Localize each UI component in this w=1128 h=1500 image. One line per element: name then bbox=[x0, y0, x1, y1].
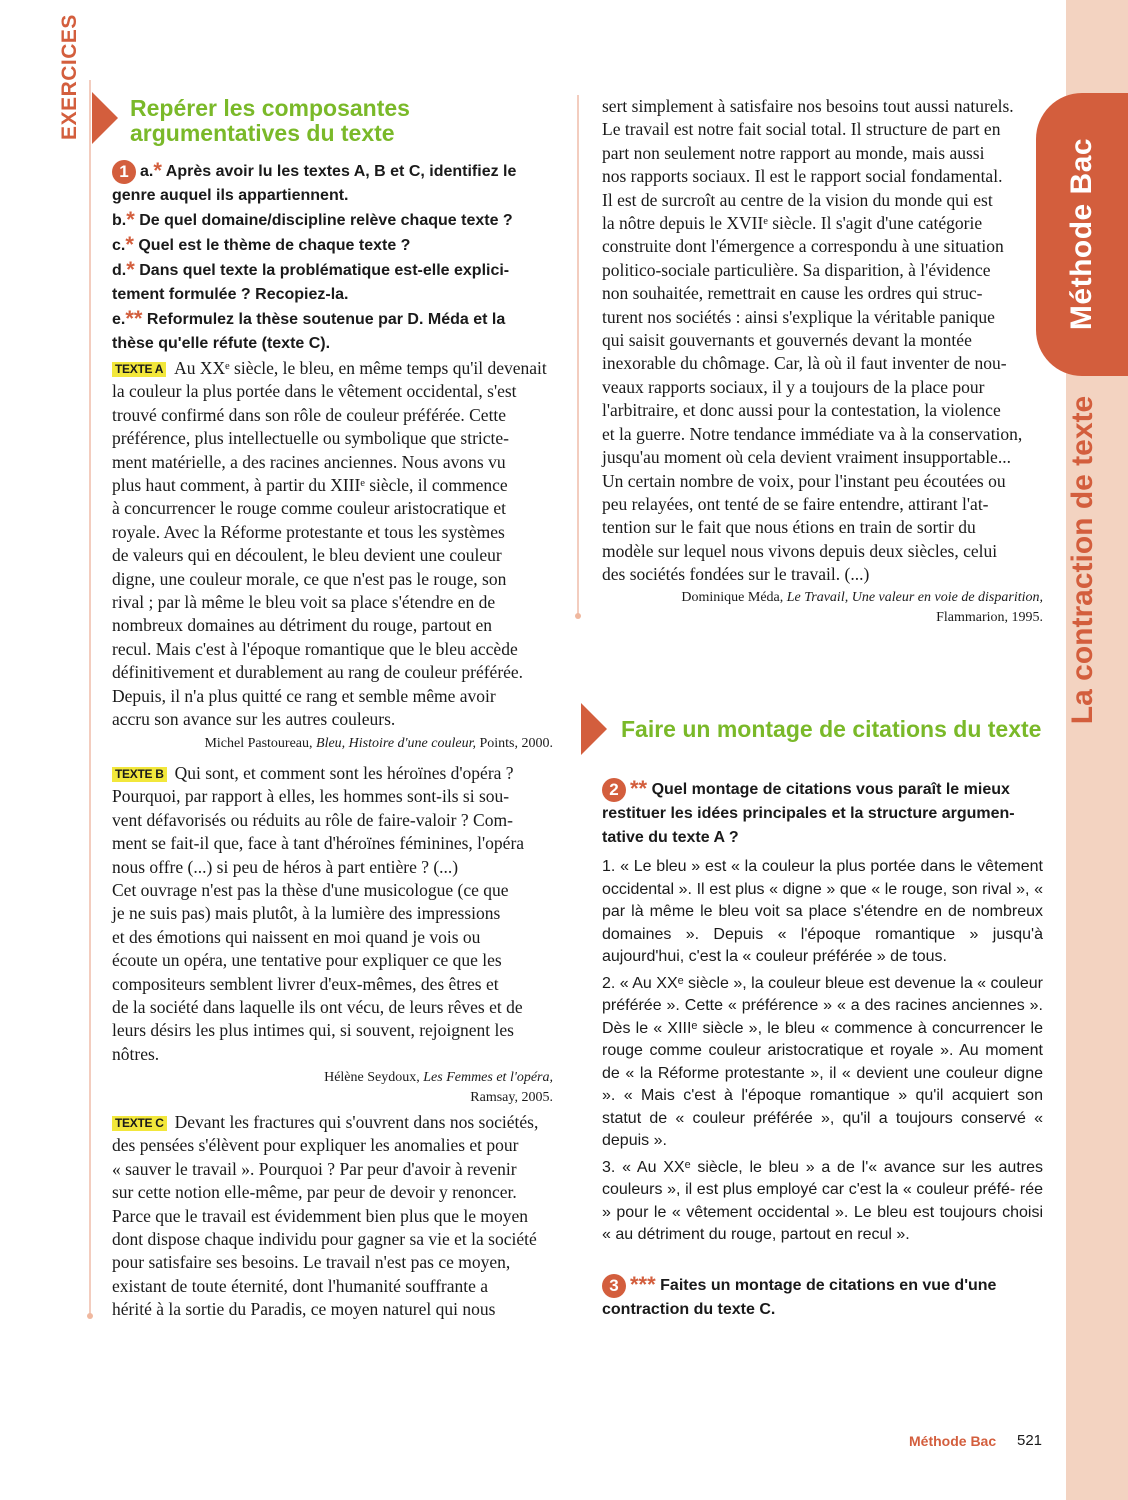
texte-a-line: recul. Mais c'est à l'époque romantique que le bleu accède bbox=[112, 638, 518, 659]
left-rule-dot bbox=[87, 1313, 93, 1319]
question-1-block bbox=[112, 159, 553, 356]
texte-a-line: TEXTE A Au XXᵉ siècle, le bleu, en même temps qu'il devenait bbox=[112, 357, 553, 380]
texte-a bbox=[112, 357, 553, 732]
texte-c-line: sert simplement à satisfaire nos besoins tout aussi naturels. bbox=[602, 96, 1014, 116]
texte-b-line: et des émotions qui naissent en moi quand je vois ou bbox=[112, 926, 481, 947]
chapter-label: La contraction de texte bbox=[1066, 395, 1099, 725]
section1-title-line1: Repérer les composantes bbox=[130, 95, 410, 121]
texte-c-line: Parce que le travail est évidemment bien plus que le moyen bbox=[112, 1205, 528, 1226]
section2-arrow-icon bbox=[581, 703, 607, 755]
texte-b-line: je ne suis pas) mais plutôt, à la lumière des impressions bbox=[112, 903, 501, 924]
texte-c-line: des pensées s'élèvent pour expliquer les anomalies et pour bbox=[112, 1135, 519, 1156]
texte-a-line: plus haut comment, à partir du XIIIᵉ siècle, il commence bbox=[112, 475, 508, 496]
texte-a-line: à concurrencer le rouge comme couleur aristocratique et bbox=[112, 498, 507, 519]
section2-title: Faire un montage de citations du texte bbox=[621, 716, 1042, 742]
texte-c-line: modèle sur lequel nous vivons depuis deux siècles, celui bbox=[602, 540, 998, 561]
texte-c-line: Il est de surcroît au centre de la vision du monde qui est bbox=[602, 189, 993, 210]
texte-c-line: inexorable du chômage. Car, là où il faut inventer de nou- bbox=[602, 353, 1007, 374]
texte-c-tag: TEXTE C bbox=[112, 1116, 167, 1131]
texte-a-line: la couleur la plus portée dans le vêtement occidental, s'est bbox=[112, 381, 517, 402]
texte-b-line: de la société dans laquelle ils ont vécu, de leurs rêves et de bbox=[112, 997, 523, 1018]
question-1b: b.* De quel domaine/discipline relève chaque texte ? bbox=[112, 207, 513, 232]
texte-c-line: nos rapports sociaux. Il est le rapport social fondamental. bbox=[602, 166, 1003, 187]
section1-title-line2: argumentatives du texte bbox=[130, 120, 395, 146]
question-1a: 1 a.* Après avoir lu les textes A, B et C, identifiez le bbox=[112, 159, 553, 184]
texte-c-citation: Dominique Méda, Le Travail, Une valeur en voie de disparition, Flammarion, 1995. bbox=[681, 590, 1043, 625]
texte-c-line: jusqu'au moment où cela devient vraiment insupportable... bbox=[602, 447, 1011, 468]
texte-a-line: royale. Avec la Réforme protestante et tous les systèmes bbox=[112, 521, 505, 542]
question-number-badge: 1 bbox=[112, 160, 136, 184]
answer-3: 3. « Au XXᵉ siècle, le bleu » a de l'« avance sur les autres couleurs », il est plus employé car c'est la « couleur préfé- rée » pour le « vêtement occidental ». Le bleu est toujours choisi « au détriment du rouge, partout en recul ». bbox=[602, 1158, 1044, 1243]
texte-c-part2 bbox=[602, 95, 1043, 587]
middle-column-rule bbox=[577, 95, 579, 615]
answers-block bbox=[602, 856, 1043, 1251]
texte-a-line: digne, une couleur morale, ce que n'est pas le rouge, son bbox=[112, 568, 507, 589]
texte-c-line: part non seulement notre rapport au monde, mais aussi bbox=[602, 142, 985, 163]
answer-2: 2. « Au XXᵉ siècle », la couleur bleue est devenue la « couleur préférée ». Cette « préférence » « a des racines anciennes ». Dès le « XIIIᵉ siècle », le bleu « commence à concurrencer le rouge comme couleur aristocratique et royale ». Au moment de « la Réforme protestante », il « devient une couleur digne ». « Mais c'est à l'époque romantique » qu'il acquiert son statut de « couleur préférée », qu'il a toujours conservé « depuis ». bbox=[602, 974, 1044, 1149]
section1-arrow-icon bbox=[92, 92, 118, 144]
question-1d-cont: tement formulée ? Recopiez-la. bbox=[112, 286, 349, 303]
question-1e-cont: thèse qu'elle réfute (texte C). bbox=[112, 335, 331, 352]
texte-a-line: nombreux domaines au détriment du rouge, partout en bbox=[112, 615, 493, 636]
texte-c-line: l'arbitraire, et donc aussi pour la contestation, la violence bbox=[602, 400, 1001, 421]
texte-a-line: ment matérielle, a des racines anciennes. Nous avons vu bbox=[112, 451, 506, 472]
answer-1: 1. « Le bleu » est « la couleur la plus portée dans le vêtement occidental ». Il est plus « digne » que « le rouge, son rival », « par là même le bleu voit sa place s'étendre en de nombreux domaines ». Depuis « l'époque romantique » jusqu'à aujourd'hui, c'est la « couleur préférée » de tous. bbox=[602, 858, 1044, 965]
texte-b-line: compositeurs semblent livrer d'eux-mêmes, des êtres et bbox=[112, 973, 499, 994]
exercises-label: EXERCICES bbox=[58, 14, 81, 140]
texte-a-line: Depuis, il n'a plus quitté ce rang et semble même avoir bbox=[112, 685, 496, 706]
texte-c-line: pour satisfaire ses besoins. Le travail n'est pas ce moyen, bbox=[112, 1252, 511, 1273]
middle-rule-dot bbox=[575, 613, 581, 619]
texte-c-line: TEXTE C Devant les fractures qui s'ouvrent dans nos sociétés, bbox=[112, 1111, 553, 1134]
texte-c-line: « sauver le travail ». Pourquoi ? Par peur d'avoir à revenir bbox=[112, 1158, 517, 1179]
texte-c-line: construite dont l'émergence a correspondu à une situation bbox=[602, 236, 1004, 257]
question-3-block: 3 *** Faites un montage de citations en vue d'une contraction du texte C. bbox=[602, 1272, 997, 1318]
texte-c-line: et la guerre. Notre tendance immédiate va à la conservation, bbox=[602, 423, 1023, 444]
page-number: 521 bbox=[1017, 1432, 1043, 1449]
texte-b-line: leurs désirs les plus intimes qui, si souvent, rejoignent les bbox=[112, 1020, 514, 1041]
question-1a-cont: genre auquel ils appartiennent. bbox=[112, 187, 349, 204]
texte-a-tag: TEXTE A bbox=[112, 362, 166, 377]
texte-c-line: qui saisit gouvernants et gouvernés devant la montée bbox=[602, 330, 972, 351]
texte-b-line: Cet ouvrage n'est pas la thèse d'une musicologue (ce que bbox=[112, 880, 509, 901]
texte-b-line: écoute un opéra, une tentative pour expliquer ce que les bbox=[112, 950, 502, 971]
texte-c-line: Un certain nombre de voix, pour l'instant peu écoutées ou bbox=[602, 470, 1006, 491]
side-tab-label: Méthode Bac bbox=[1065, 137, 1098, 331]
texte-b-tag: TEXTE B bbox=[112, 767, 167, 782]
texte-c-line: sur cette notion elle-même, par peur de devoir y renoncer. bbox=[112, 1182, 517, 1203]
texte-b-line: nous offre (...) si peu de héros à part entière ? (...) bbox=[112, 856, 459, 877]
texte-c-line: la nôtre depuis le XVIIᵉ siècle. Il s'agit d'une catégorie bbox=[602, 213, 983, 234]
question-number-badge: 3 bbox=[602, 1274, 626, 1298]
texte-c-line: peu relayées, ont tenté de se faire entendre, attirant l'at- bbox=[602, 493, 989, 514]
texte-a-line: trouvé confirmé dans son rôle de couleur préférée. Cette bbox=[112, 404, 507, 425]
texte-b-line: ment se fait-il que, face à tant d'héroïnes féminines, l'opéra bbox=[112, 833, 525, 854]
question-number-badge: 2 bbox=[602, 778, 626, 802]
left-column-rule bbox=[89, 80, 91, 1315]
texte-c-line: hérité à la sortie du Paradis, ce moyen naturel qui nous bbox=[112, 1299, 496, 1320]
texte-a-line: rival ; par là même le bleu voit sa place s'étendre en de bbox=[112, 592, 496, 613]
texte-c-line: des sociétés fondées sur le travail. (...) bbox=[602, 564, 870, 585]
texte-c-line: tention sur le fait que nous étions en train de sortir du bbox=[602, 517, 976, 538]
texte-b-line: nôtres. bbox=[112, 1043, 160, 1064]
texte-a-line: accru son avance sur les autres couleurs. bbox=[112, 709, 396, 730]
texte-a-line: préférence, plus intellectuelle ou symbolique que stricte- bbox=[112, 428, 510, 449]
texte-a-line: définitivement et durablement au rang de couleur préférée. bbox=[112, 662, 524, 683]
texte-c-line: turent nos sociétés : ainsi s'explique la véritable panique bbox=[602, 306, 995, 327]
texte-c-line: existant de toute éternité, dont l'humanité souffrante a bbox=[112, 1275, 489, 1296]
texte-b-line: TEXTE B Qui sont, et comment sont les héroïnes d'opéra ? bbox=[112, 762, 553, 785]
texte-a-line: de valeurs qui en découlent, le bleu devient une couleur bbox=[112, 545, 502, 566]
section1-title bbox=[130, 96, 560, 146]
question-1c: c.* Quel est le thème de chaque texte ? bbox=[112, 232, 411, 257]
texte-c-line: non souhaitée, remettrait en cause les ordres qui struc- bbox=[602, 283, 983, 304]
texte-c-line: Le travail est notre fait social total. Il structure de part en bbox=[602, 119, 1001, 140]
texte-a-citation: Michel Pastoureau, Bleu, Histoire d'une couleur, Points, 2000. bbox=[204, 736, 553, 751]
texte-b bbox=[112, 762, 553, 1066]
texte-b-line: Pourquoi, par rapport à elles, les hommes sont-ils si sou- bbox=[112, 786, 510, 807]
question-1d: d.* Dans quel texte la problématique est-elle explici- bbox=[112, 257, 510, 282]
texte-b-citation: Hélène Seydoux, Les Femmes et l'opéra, Ramsay, 2005. bbox=[324, 1070, 553, 1105]
texte-c-line: politico-sociale particulière. Sa disparition, à l'évidence bbox=[602, 259, 991, 280]
texte-c-line: dont dispose chaque individu pour gagner sa vie et la société bbox=[112, 1229, 537, 1250]
footer-label: Méthode Bac bbox=[909, 1433, 997, 1449]
question-2-block: 2 ** Quel montage de citations vous paraît le mieux restituer les idées principales et la structure argumen- tative du texte A ? bbox=[602, 776, 1015, 846]
question-1e: e.** Reformulez la thèse soutenue par D. Méda et la bbox=[112, 306, 506, 331]
texte-c-line: veaux rapports sociaux, il y a toujours de la place pour bbox=[602, 376, 985, 397]
texte-c-part1 bbox=[112, 1111, 553, 1322]
texte-b-line: vent défavorisés ou réduits au rôle de faire-valoir ? Com- bbox=[112, 809, 513, 830]
